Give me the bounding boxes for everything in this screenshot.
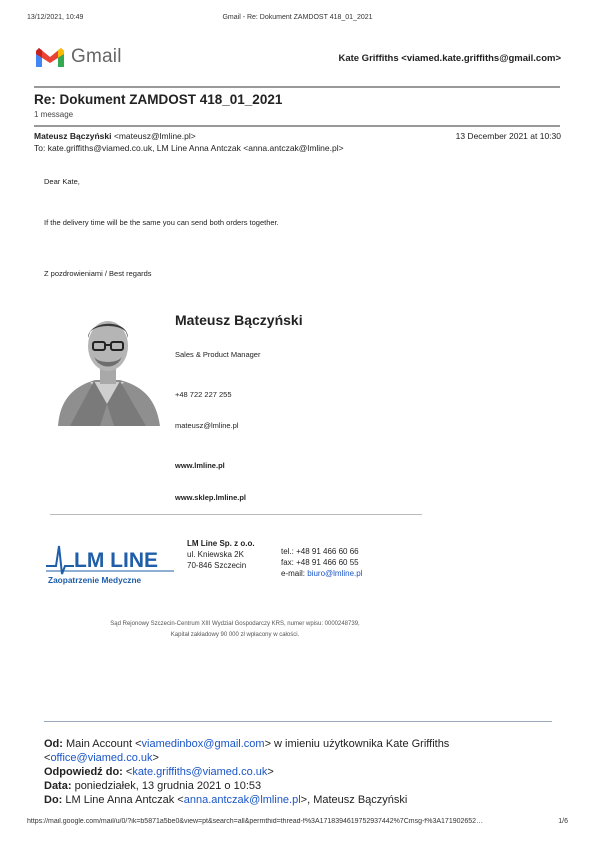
thread-subject: Re: Dokument ZAMDOST 418_01_2021 bbox=[34, 92, 283, 107]
forwarded-from-tail: > w imieniu użytkownika Kate Griffiths bbox=[264, 738, 450, 750]
account-email: Kate Griffiths <viamed.kate.griffiths@gmail.com> bbox=[338, 53, 561, 64]
forwarded-reply-link[interactable]: kate.griffiths@viamed.co.uk bbox=[132, 766, 268, 778]
forwarded-date bbox=[44, 779, 261, 793]
company-city: 70-846 Szczecin bbox=[187, 561, 247, 570]
legal-line-1: Sąd Rejonowy Szczecin-Centrum XIII Wydział Gospodarczy KRS, numer wpisu: 0000248739, bbox=[110, 621, 360, 627]
signature-divider bbox=[50, 514, 422, 515]
forwarded-from-link[interactable]: viamedinbox@gmail.com bbox=[141, 738, 265, 750]
forwarded-reply-label: Odpowiedź do: bbox=[44, 766, 123, 778]
sender-email: <mateusz@lmline.pl> bbox=[113, 131, 196, 141]
signature-website-link[interactable]: www.lmline.pl bbox=[175, 461, 225, 470]
print-url: https://mail.google.com/mail/u/0/?ik=b5871a5be0&view=pt&search=all&permthid=thread-f%3A1718394619752937442%7Cmsg-f%3A171902652… bbox=[27, 818, 484, 825]
signature-email[interactable]: mateusz@lmline.pl bbox=[175, 421, 239, 430]
gmail-m-icon bbox=[35, 46, 65, 68]
message-date: 13 December 2021 at 10:30 bbox=[455, 131, 561, 141]
lm-logo-tagline: Zaopatrzenie Medyczne bbox=[48, 575, 142, 585]
company-email-label: e-mail: bbox=[281, 569, 308, 578]
signature-role: Sales & Product Manager bbox=[175, 350, 261, 359]
forwarded-from-line2 bbox=[44, 751, 159, 765]
forwarded-to bbox=[44, 793, 407, 807]
legal-notice bbox=[44, 619, 426, 641]
forwarded-divider bbox=[44, 721, 552, 722]
company-tel: tel.: +48 91 466 60 66 bbox=[281, 547, 359, 556]
forwarded-reply-to bbox=[44, 765, 274, 779]
signature-name: Mateusz Bączyński bbox=[175, 312, 303, 328]
forwarded-to-text: LM Line Anna Antczak < bbox=[62, 794, 184, 806]
lm-line-logo bbox=[44, 536, 176, 588]
forwarded-from bbox=[44, 737, 449, 751]
body-text: If the delivery time will be the same you can send both orders together. bbox=[44, 218, 279, 227]
gmail-wordmark: Gmail bbox=[71, 46, 122, 67]
company-street: ul. Kniewska 2K bbox=[187, 550, 244, 559]
closing: Z pozdrowieniami / Best regards bbox=[44, 269, 152, 278]
company-name: LM Line Sp. z o.o. bbox=[187, 539, 255, 548]
forwarded-to-label: Do: bbox=[44, 794, 63, 806]
gmail-logo[interactable] bbox=[35, 44, 155, 70]
forwarded-office-close: > bbox=[152, 752, 159, 764]
company-fax: fax: +48 91 466 60 55 bbox=[281, 558, 359, 567]
forwarded-office-open: < bbox=[44, 752, 51, 764]
greeting: Dear Kate, bbox=[44, 177, 80, 186]
forwarded-reply-close: > bbox=[267, 766, 274, 778]
company-contacts bbox=[281, 546, 363, 579]
header-divider bbox=[34, 86, 560, 88]
forwarded-office-link[interactable]: office@viamed.co.uk bbox=[50, 752, 153, 764]
forwarded-reply-open: < bbox=[122, 766, 133, 778]
print-page-number: 1/6 bbox=[558, 818, 568, 825]
forwarded-to-link[interactable]: anna.antczak@lmline.pl bbox=[183, 794, 301, 806]
forwarded-from-text: Main Account < bbox=[62, 738, 142, 750]
forwarded-date-label: Data: bbox=[44, 780, 72, 792]
print-datetime: 13/12/2021, 10:49 bbox=[27, 14, 84, 21]
signature-phone: +48 722 227 255 bbox=[175, 390, 232, 399]
company-address bbox=[187, 538, 257, 571]
signature-shop-link[interactable]: www.sklep.lmline.pl bbox=[175, 493, 246, 502]
company-email-link[interactable]: biuro@lmline.pl bbox=[307, 569, 363, 578]
forwarded-date-text: poniedziałek, 13 grudnia 2021 o 10:53 bbox=[71, 780, 262, 792]
signature-photo bbox=[50, 308, 165, 426]
sender-name: Mateusz Bączyński bbox=[34, 131, 112, 141]
subject-divider bbox=[34, 125, 560, 127]
lm-logo-text: LM LINE bbox=[74, 549, 158, 572]
forwarded-to-tail: >, Mateusz Bączyński bbox=[300, 794, 408, 806]
print-title: Gmail - Re: Dokument ZAMDOST 418_01_2021 bbox=[222, 14, 373, 21]
forwarded-from-label: Od: bbox=[44, 738, 63, 750]
message-count: 1 message bbox=[34, 110, 74, 119]
message-recipients: To: kate.griffiths@viamed.co.uk, LM Line Anna Antczak <anna.antczak@lmline.pl> bbox=[34, 143, 344, 153]
legal-line-2: Kapitał zakładowy 90 000 zł wpłacony w całości. bbox=[170, 632, 300, 638]
message-from bbox=[34, 131, 196, 141]
